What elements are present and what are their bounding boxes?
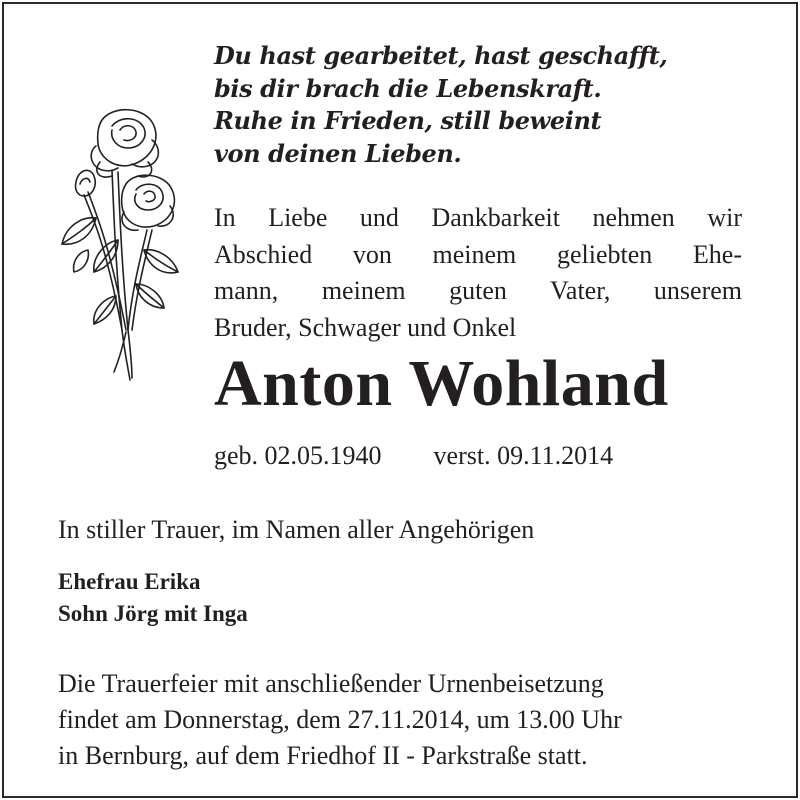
deceased-name: Anton Wohland xyxy=(214,347,669,420)
intro-line: In Liebe und Dankbarkeit nehmen wir xyxy=(214,203,742,232)
ceremony-line: Die Trauerfeier mit anschließender Urnenbeisetzung xyxy=(58,669,604,698)
rose-illustration-icon xyxy=(52,100,192,390)
poem-line: von deinen Lieben. xyxy=(214,138,462,168)
intro-line: mann, meinem guten Vater, unserem xyxy=(214,276,742,305)
birth-date: geb. 02.05.1940 xyxy=(214,441,382,470)
poem-line: bis dir brach die Lebenskraft. xyxy=(214,73,602,103)
poem-line: Ruhe in Frieden, still beweint xyxy=(214,106,602,135)
intro-line: Bruder, Schwager und Onkel xyxy=(214,312,517,342)
family-member: Ehefrau Erika xyxy=(58,569,201,594)
intro-text xyxy=(214,200,742,346)
poem-line: Du hast gearbeitet, hast geschafft, xyxy=(214,41,668,70)
family-member: Sohn Jörg mit Inga xyxy=(58,601,248,626)
death-date: verst. 09.11.2014 xyxy=(433,441,614,470)
ceremony-details xyxy=(58,666,622,774)
life-dates xyxy=(214,440,613,472)
family-list xyxy=(58,566,248,630)
ceremony-line: findet am Donnerstag, dem 27.11.2014, um 13.00 Uhr xyxy=(58,705,622,734)
intro-line: Abschied von meinem geliebten Ehe- xyxy=(214,239,742,269)
mourners-intro: In stiller Trauer, im Namen aller Angehörigen xyxy=(58,515,535,544)
ceremony-line: in Bernburg, auf dem Friedhof II - Parkstraße statt. xyxy=(58,741,588,770)
memorial-poem xyxy=(214,40,667,170)
